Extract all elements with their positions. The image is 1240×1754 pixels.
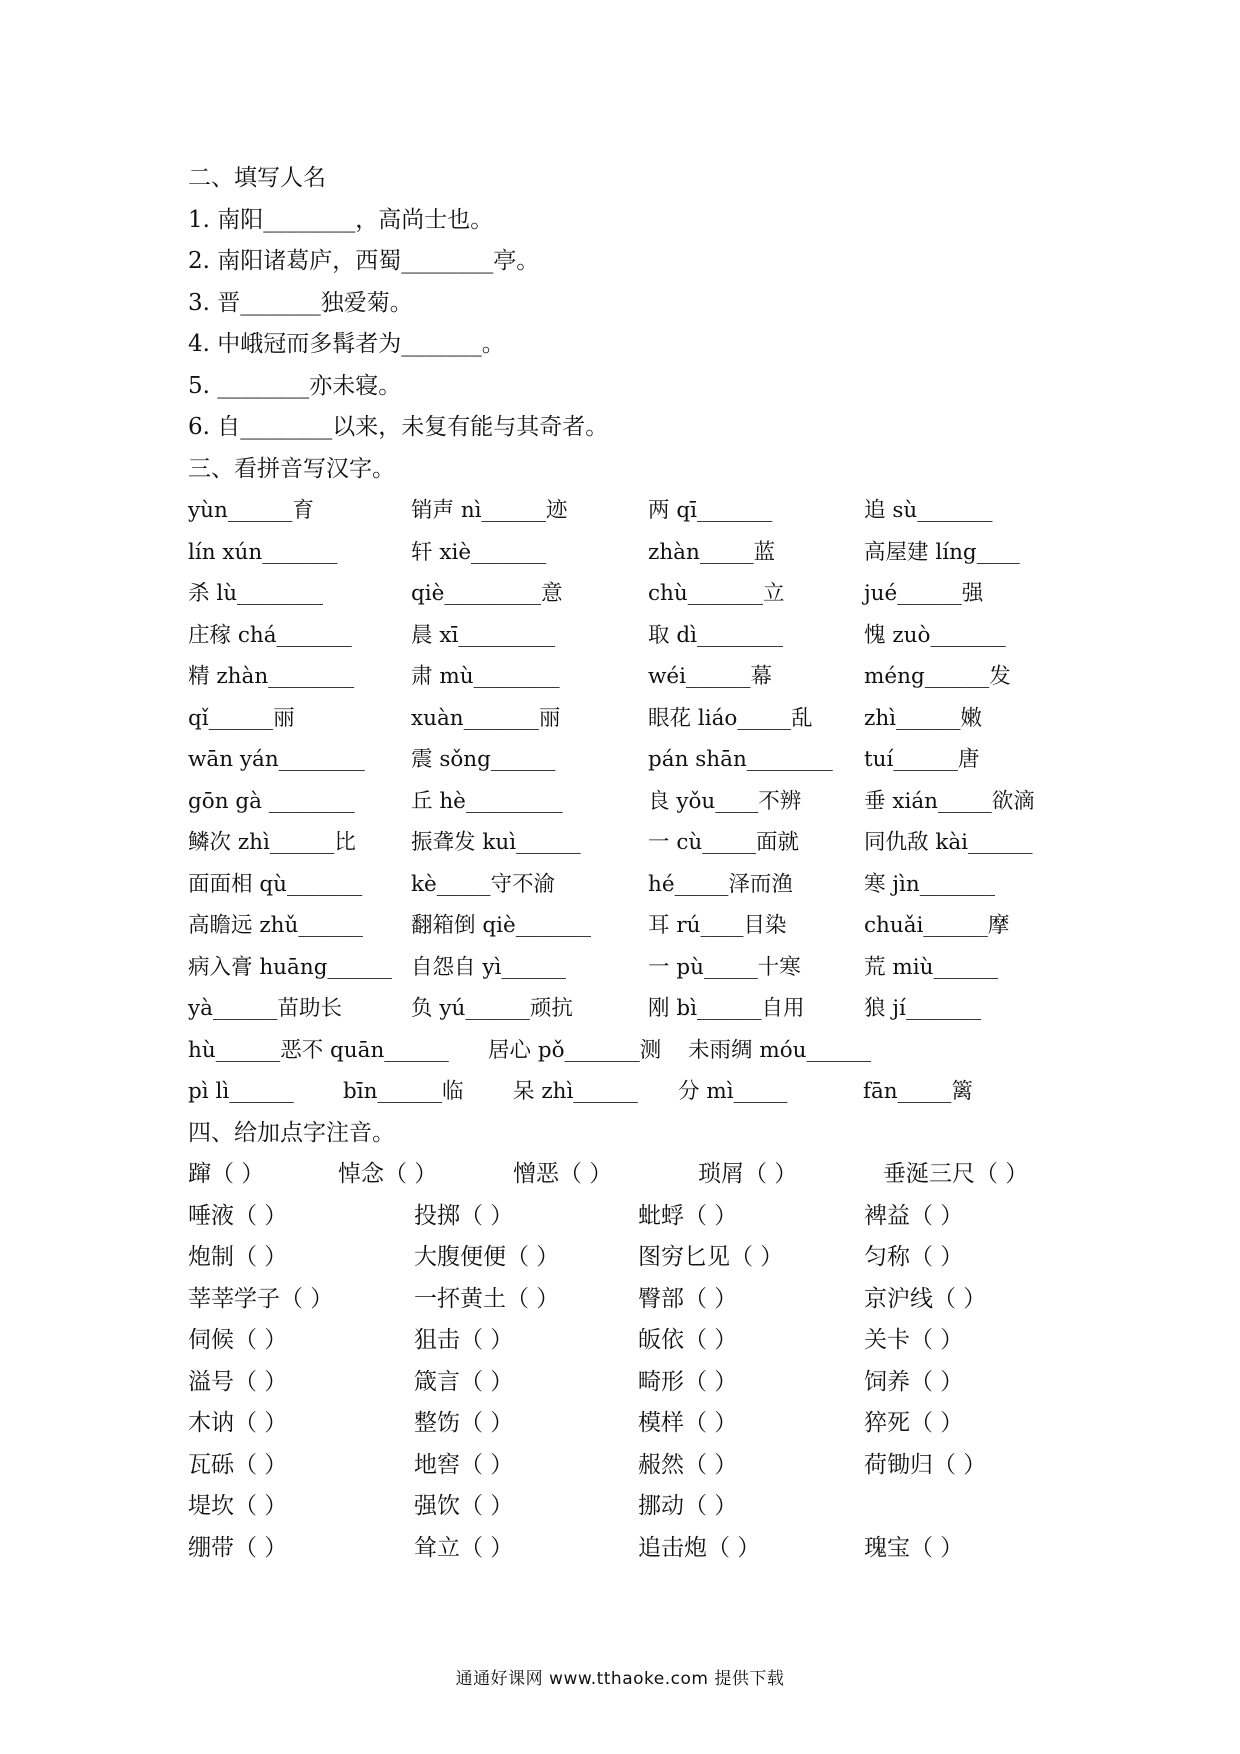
pinyin-item: 居心 pǒ_______测 — [488, 1037, 662, 1063]
annotation-item: 溢号（ ） — [188, 1368, 288, 1395]
annotation-item: 蚍蜉（ ） — [638, 1202, 738, 1229]
pinyin-row — [188, 822, 1068, 864]
pinyin-item: bīn______临 — [343, 1079, 464, 1104]
download-credit-footer: 通通好课网 www.tthaoke.com 提供下载 — [455, 1669, 785, 1689]
annotation-item: 绷带（ ） — [188, 1534, 288, 1561]
pinyin-item: 丘 hè_________ — [411, 788, 563, 814]
pinyin-item: 寒 jìn_______ — [864, 871, 995, 897]
pinyin-item: fān_____篱 — [863, 1079, 973, 1104]
pinyin-item: tuí______唐 — [864, 747, 980, 772]
annotation-item: 挪动（ ） — [638, 1493, 738, 1519]
annotation-item: 炮制（ ） — [188, 1244, 288, 1270]
pinyin-item: 振聋发 kuì______ — [411, 830, 581, 855]
pinyin-item: kè_____守不渝 — [411, 871, 556, 897]
pinyin-item: wān yán________ — [188, 747, 365, 772]
pinyin-item: 耳 rú____目染 — [648, 913, 787, 938]
pinyin-item: 呆 zhì______ — [513, 1079, 638, 1104]
pinyin-item: 震 sǒng______ — [411, 747, 556, 772]
pinyin-row — [188, 1030, 1068, 1072]
pinyin-item: 肃 mù________ — [411, 664, 560, 689]
annotation-item: 猝死（ ） — [864, 1410, 964, 1436]
pinyin-item: 翻箱倒 qiè_______ — [411, 913, 591, 938]
pinyin-item: chù_______立 — [648, 581, 785, 606]
pinyin-row — [188, 698, 1068, 740]
pinyin-item: chuǎi______摩 — [864, 913, 1010, 938]
pinyin-item: 刚 bì______自用 — [648, 996, 805, 1021]
annotation-table — [188, 1196, 1068, 1570]
pinyin-item: 垂 xián_____欲滴 — [864, 788, 1035, 814]
section2-item: 2. 南阳诸葛庐，西蜀________亭。 — [188, 248, 540, 274]
pinyin-item: 取 dì________ — [648, 622, 783, 648]
section2-item: 4. 中峨冠而多髯者为_______。 — [188, 331, 505, 357]
pinyin-item: 高屋建 líng____ — [864, 539, 1020, 565]
pinyin-item: 未雨绸 móu______ — [688, 1037, 872, 1063]
pinyin-item: méng______发 — [864, 664, 1011, 689]
annotation-row — [188, 1528, 1068, 1570]
pinyin-item: yà______苗助长 — [188, 996, 342, 1021]
pinyin-item: 精 zhàn________ — [188, 664, 355, 689]
annotation-item: 蹿（ ） — [188, 1161, 265, 1187]
annotation-item: 垂涎三尺（ ） — [883, 1161, 1029, 1187]
pinyin-row — [188, 490, 1068, 532]
annotation-item: 地窖（ ） — [414, 1451, 514, 1478]
pinyin-item: 轩 xiè_______ — [411, 539, 547, 565]
pinyin-item: 面面相 qù_______ — [188, 871, 363, 897]
pinyin-item: 狼 jí_______ — [864, 996, 982, 1021]
pinyin-row — [188, 905, 1068, 947]
annotation-item: 伺候（ ） — [188, 1327, 288, 1353]
pinyin-row — [188, 573, 1068, 615]
annotation-row — [188, 1362, 1068, 1404]
annotation-item: 琐屑（ ） — [698, 1161, 798, 1187]
annotation-row — [188, 1403, 1068, 1445]
annotation-item: 木讷（ ） — [188, 1410, 288, 1436]
annotation-item: 赧然（ ） — [638, 1451, 738, 1478]
pinyin-item: gōn gà ________ — [188, 788, 355, 814]
annotation-item: 狙击（ ） — [414, 1327, 514, 1353]
annotation-item: 悼念（ ） — [338, 1161, 438, 1187]
annotation-row — [188, 1320, 1068, 1362]
pinyin-item: 晨 xī_________ — [411, 622, 556, 648]
annotation-item: 瓦砾（ ） — [188, 1451, 288, 1478]
pinyin-item: hù______恶不 quān______ — [188, 1037, 449, 1063]
pinyin-item: qiè_________意 — [411, 581, 563, 606]
pinyin-item: 负 yú______顽抗 — [411, 996, 573, 1021]
annotation-item: 模样（ ） — [638, 1410, 738, 1436]
annotation-item: 臀部（ ） — [638, 1285, 738, 1312]
pinyin-item: 同仇敌 kài______ — [864, 830, 1033, 855]
section2-item: 3. 晋_______独爱菊。 — [188, 289, 413, 316]
annotation-item: 唾液（ ） — [188, 1202, 288, 1229]
pinyin-row — [188, 988, 1068, 1030]
section2-title: 二、填写人名 — [188, 165, 326, 191]
section2-item: 5. ________亦未寝。 — [188, 372, 402, 399]
annotation-item: 畸形（ ） — [638, 1368, 738, 1395]
annotation-item: 关卡（ ） — [864, 1327, 964, 1353]
pinyin-item: jué______强 — [864, 581, 984, 606]
section4-title: 四、给加点字注音。 — [188, 1119, 395, 1146]
pinyin-item: xuàn_______丽 — [411, 705, 561, 731]
pinyin-item: 眼花 liáo_____乱 — [648, 705, 813, 731]
annotation-item: 饲养（ ） — [864, 1368, 964, 1395]
pinyin-item: wéi______幕 — [648, 664, 773, 689]
pinyin-item: 鳞次 zhì______比 — [188, 830, 356, 855]
pinyin-item: hé_____泽而渔 — [648, 871, 793, 897]
pinyin-item: 庄稼 chá_______ — [188, 622, 352, 648]
pinyin-item: pán shān________ — [648, 747, 833, 772]
pinyin-item: 病入膏 huāng______ — [188, 954, 392, 980]
annotation-item: 箴言（ ） — [414, 1368, 514, 1395]
annotation-item: 一抔黄土（ ） — [414, 1285, 560, 1312]
pinyin-row — [188, 1071, 1068, 1113]
pinyin-item: 两 qī_______ — [648, 498, 773, 523]
annotation-row — [188, 1154, 1068, 1196]
pinyin-row — [188, 532, 1068, 574]
annotation-item: 皈依（ ） — [638, 1327, 738, 1353]
annotation-item: 憎恶（ ） — [513, 1161, 613, 1187]
pinyin-row — [188, 947, 1068, 989]
annotation-item: 裨益（ ） — [864, 1202, 964, 1229]
pinyin-item: zhì______嫩 — [864, 705, 983, 731]
pinyin-item: lín xún_______ — [188, 539, 338, 565]
pinyin-item: 一 cù_____面就 — [648, 830, 799, 855]
pinyin-item: 追 sù_______ — [864, 498, 993, 523]
annotation-item: 瑰宝（ ） — [864, 1534, 964, 1561]
pinyin-row — [188, 615, 1068, 657]
section2-item: 1. 南阳________，高尚士也。 — [188, 206, 494, 233]
pinyin-item: 良 yǒu____不辨 — [648, 788, 802, 814]
annotation-item: 追击炮（ ） — [638, 1534, 761, 1561]
annotation-item: 图穷匕见（ ） — [638, 1244, 784, 1270]
pinyin-item: 一 pù_____十寒 — [648, 954, 801, 980]
pinyin-item: 愧 zuò_______ — [864, 622, 1006, 648]
pinyin-item: 销声 nì______迹 — [411, 498, 568, 523]
annotation-item: 京沪线（ ） — [864, 1285, 987, 1312]
pinyin-item: pì lì______ — [188, 1079, 294, 1104]
section3-title: 三、看拼音写汉字。 — [188, 455, 395, 482]
annotation-row — [188, 1486, 1068, 1528]
annotation-row — [188, 1279, 1068, 1321]
pinyin-row — [188, 864, 1068, 906]
pinyin-row — [188, 739, 1068, 781]
annotation-item: 整饬（ ） — [414, 1410, 514, 1436]
annotation-row — [188, 1196, 1068, 1238]
annotation-item: 莘莘学子（ ） — [188, 1285, 334, 1312]
annotation-item: 荷锄归（ ） — [864, 1451, 987, 1478]
annotation-row — [188, 1445, 1068, 1487]
annotation-item: 堤坎（ ） — [188, 1493, 288, 1519]
pinyin-item: zhàn_____蓝 — [648, 539, 776, 565]
pinyin-item: 荒 miù______ — [864, 954, 998, 980]
pinyin-item: yùn______育 — [188, 498, 314, 523]
annotation-item: 强饮（ ） — [414, 1493, 514, 1519]
annotation-row — [188, 1237, 1068, 1279]
section2-item: 6. 自________以来，未复有能与其奇者。 — [188, 414, 609, 440]
annotation-item: 耸立（ ） — [414, 1534, 514, 1561]
pinyin-row — [188, 656, 1068, 698]
annotation-item: 大腹便便（ ） — [414, 1244, 560, 1270]
pinyin-item: 杀 lù________ — [188, 581, 324, 606]
pinyin-table — [188, 490, 1068, 1113]
pinyin-item: 自怨自 yì______ — [411, 954, 566, 980]
pinyin-item: 分 mì_____ — [678, 1079, 788, 1104]
pinyin-item: 高瞻远 zhǔ______ — [188, 913, 363, 938]
annotation-item — [864, 1486, 1064, 1528]
annotation-item: 匀称（ ） — [864, 1244, 964, 1270]
worksheet-content — [188, 158, 1068, 1569]
pinyin-item: qǐ______丽 — [188, 705, 295, 731]
annotation-item: 投掷（ ） — [414, 1202, 514, 1229]
pinyin-row — [188, 781, 1068, 823]
